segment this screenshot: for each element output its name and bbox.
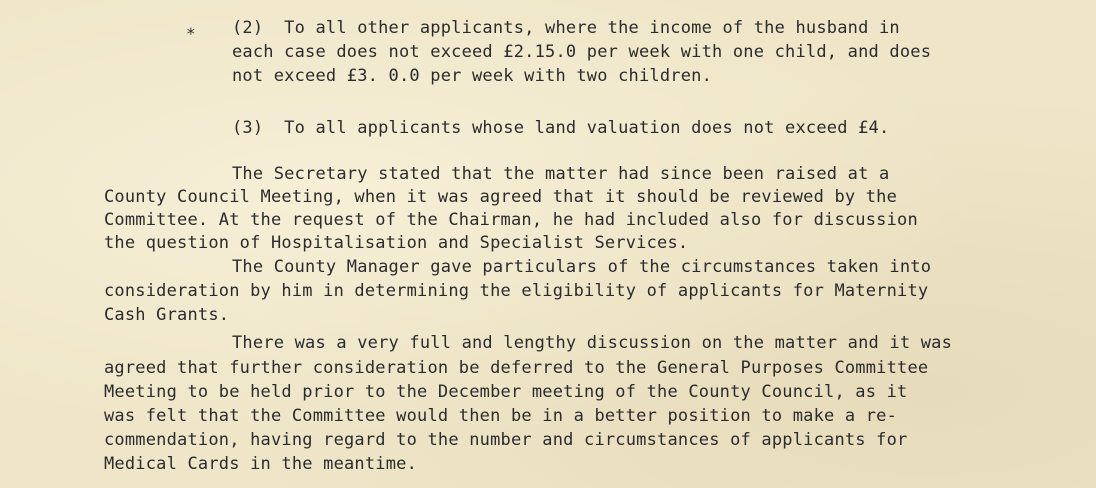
text-line: (2) To all other applicants, where the income of the husband in: [232, 18, 900, 38]
text-line: Committee. At the request of the Chairman, he had included also for discussion: [104, 210, 918, 230]
text-line: the question of Hospitalisation and Specialist Services.: [104, 233, 689, 253]
text-line: The County Manager gave particulars of the circumstances taken into: [232, 257, 932, 277]
text-line: County Council Meeting, when it was agreed that it should be reviewed by the: [104, 187, 898, 207]
text-line: The Secretary stated that the matter had since been raised at a: [232, 164, 890, 184]
text-line: Meeting to be held prior to the December meeting of the County Council, as it: [104, 382, 908, 402]
text-line: each case does not exceed £2.15.0 per week with one child, and does: [232, 42, 932, 62]
text-line: Medical Cards in the meantime.: [104, 454, 418, 474]
text-line: (3) To all applicants whose land valuation does not exceed £4.: [232, 118, 890, 138]
text-line: was felt that the Committee would then be in a better position to make a re-: [104, 406, 898, 426]
text-line: Cash Grants.: [104, 305, 230, 325]
text-line: agreed that further consideration be deferred to the General Purposes Committee: [104, 358, 929, 378]
text-line: not exceed £3. 0.0 per week with two children.: [232, 66, 713, 86]
text-line: consideration by him in determining the eligibility of applicants for Maternity: [104, 281, 929, 301]
text-line: commendation, having regard to the number and circumstances of applicants for: [104, 430, 908, 450]
text-line: There was a very full and lengthy discussion on the matter and it was: [232, 333, 953, 353]
margin-mark: *: [186, 24, 196, 43]
